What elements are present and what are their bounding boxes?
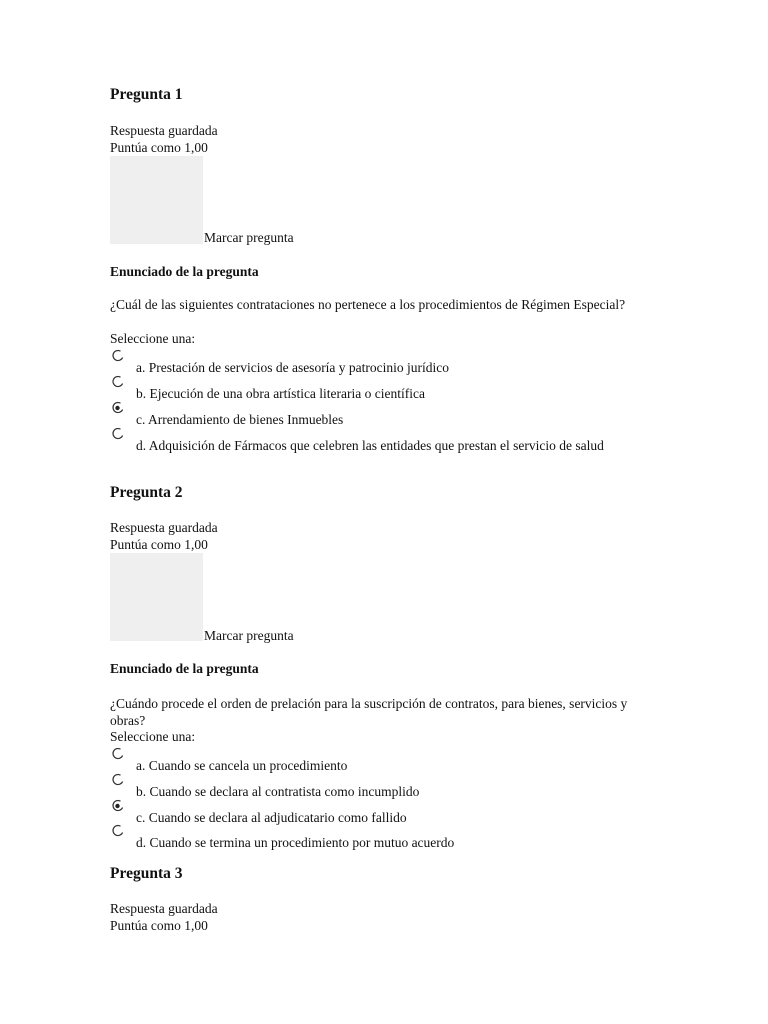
- radio-unchecked-icon[interactable]: [110, 754, 128, 772]
- answer-option-selected[interactable]: [110, 806, 645, 826]
- flag-question-link[interactable]: Marcar pregunta: [204, 628, 294, 643]
- question-status: Respuesta guardada: [110, 123, 218, 138]
- radio-unchecked-icon[interactable]: [110, 831, 128, 849]
- answer-option[interactable]: [110, 754, 645, 774]
- answer-option[interactable]: [110, 434, 645, 454]
- answer-label: a. Cuando se cancela un procedimiento: [136, 758, 348, 773]
- select-one-label: Seleccione una:: [110, 729, 196, 744]
- question-score: Puntúa como 1,00: [110, 918, 208, 933]
- statement-heading: Enunciado de la pregunta: [110, 661, 259, 676]
- radio-unchecked-icon[interactable]: [110, 382, 128, 400]
- answer-option[interactable]: [110, 382, 645, 402]
- answer-label: d. Adquisición de Fármacos que celebren las entidades que prestan el servicio de salud: [136, 438, 604, 453]
- question-title: Pregunta 1: [110, 86, 183, 103]
- question-score: Puntúa como 1,00: [110, 140, 208, 155]
- answer-option[interactable]: [110, 831, 645, 851]
- flag-question-link[interactable]: Marcar pregunta: [204, 230, 294, 245]
- flag-icon[interactable]: [110, 553, 203, 641]
- answer-label: b. Ejecución de una obra artística literaria o científica: [136, 386, 425, 401]
- radio-unchecked-icon[interactable]: [110, 356, 128, 374]
- question-text: ¿Cuándo procede el orden de prelación para la suscripción de contratos, para bienes, servicios y obras?: [110, 696, 628, 728]
- question-title: Pregunta 3: [110, 865, 183, 882]
- answer-label: b. Cuando se declara al contratista como incumplido: [136, 784, 420, 799]
- answer-option[interactable]: [110, 356, 645, 376]
- answer-label: c. Cuando se declara al adjudicatario como fallido: [136, 810, 407, 825]
- answer-option[interactable]: [110, 780, 645, 800]
- statement-heading: Enunciado de la pregunta: [110, 264, 259, 279]
- question-status: Respuesta guardada: [110, 901, 218, 916]
- radio-checked-icon[interactable]: [110, 408, 128, 426]
- select-one-label: Seleccione una:: [110, 331, 196, 346]
- radio-checked-icon[interactable]: [110, 806, 128, 824]
- flag-icon[interactable]: [110, 156, 203, 244]
- radio-unchecked-icon[interactable]: [110, 780, 128, 798]
- question-score: Puntúa como 1,00: [110, 537, 208, 552]
- answer-label: c. Arrendamiento de bienes Inmuebles: [136, 412, 344, 427]
- answer-label: a. Prestación de servicios de asesoría y patrocinio jurídico: [136, 360, 450, 375]
- question-status: Respuesta guardada: [110, 520, 218, 535]
- question-text: ¿Cuál de las siguientes contrataciones no pertenece a los procedimientos de Régimen Especial?: [110, 297, 626, 312]
- answer-option-selected[interactable]: [110, 408, 645, 428]
- question-title: Pregunta 2: [110, 484, 183, 501]
- radio-unchecked-icon[interactable]: [110, 434, 128, 452]
- answer-label: d. Cuando se termina un procedimiento por mutuo acuerdo: [136, 835, 455, 850]
